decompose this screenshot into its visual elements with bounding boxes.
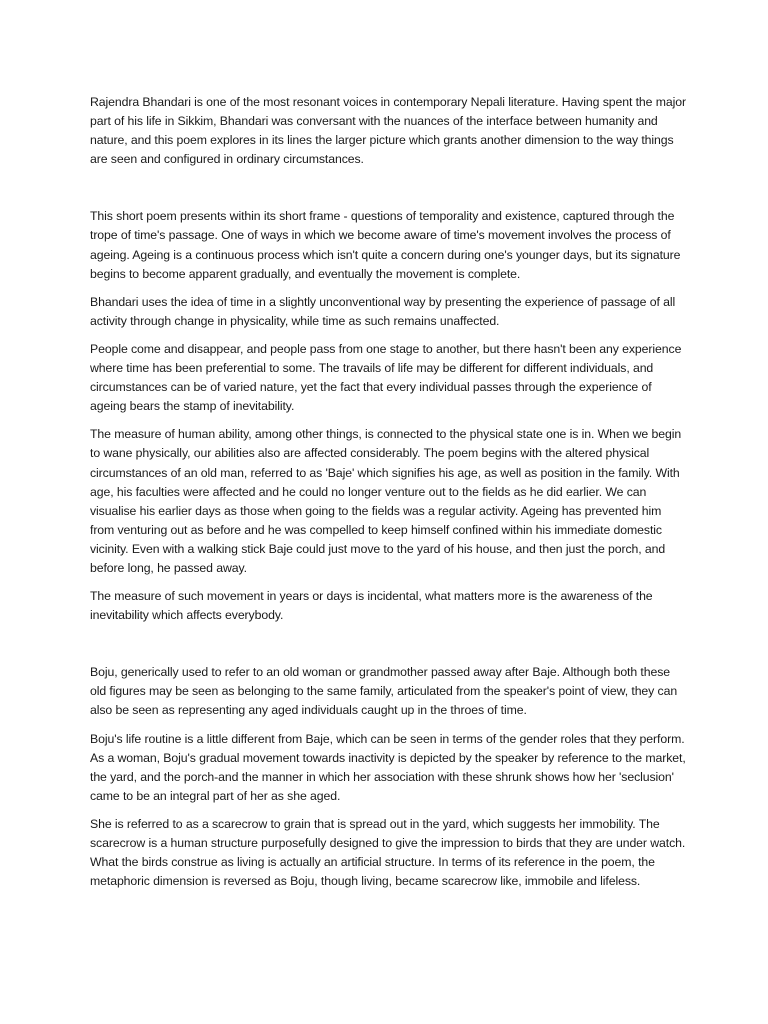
paragraph-intro: Rajendra Bhandari is one of the most resonant voices in contemporary Nepali literature. Having spent the major part of his life in Sikkim, Bhandari was conversant with the nuances of the interface between humanity and nature, and this poem explores in its lines the larger picture which grants another dimension to the way things are seen and configured in ordinary circumstances. xyxy=(90,95,686,167)
paragraph-boju: Boju, generically used to refer to an old woman or grandmother passed away after Baje. Although both these old figures may be seen as belonging to the same family, articulated from the speaker's point of view, they can also be seen as representing any aged individuals caught up in the throes of time. xyxy=(90,665,678,718)
paragraph-temporality: This short poem presents within its short frame - questions of temporality and existence, captured through the trope of time's passage. One of ways in which we become aware of time's movement involves the process of ageing. Ageing is a continuous process which isn't quite a concern during one's younger days, but its signature begins to become apparent gradually, and eventually the movement is complete. xyxy=(90,209,681,281)
paragraph-time-physicality: Bhandari uses the idea of time in a slightly unconventional way by presenting the experience of passage of all activity through change in physicality, while time as such remains unaffected. xyxy=(90,294,676,328)
paragraph-boju-routine: Boju's life routine is a little different from Baje, which can be seen in terms of the gender roles that they perform. As a woman, Boju's gradual movement towards inactivity is depicted by the speaker by reference to the market, the yard, and the porch-and the manner in which her association with these shrunk shows how her 'seclusion' came to be an integral part of her as she aged. xyxy=(90,731,686,803)
paragraph-baje: The measure of human ability, among other things, is connected to the physical state one is in. When we begin to wane physically, our abilities also are affected considerably. The poem begins with the altered physical circumstances of an old man, referred to as 'Baje' which signifies his age, as well as position in the family. With age, his faculties were affected and he could no longer venture out to the fields as he did earlier. We can visualise his earlier days as those when going to the fields was a regular activity. Ageing has prevented him from venturing out as before and he was compelled to keep himself confined within his immediate domestic vicinity. Even with a walking stick Baje could just move to the yard of his house, and then just the porch, and before long, he passed away. xyxy=(90,427,682,575)
paragraph-scarecrow: She is referred to as a scarecrow to grain that is spread out in the yard, which suggests her immobility. The scarecrow is a human structure purposefully designed to give the impression to birds that they are under watch. What the birds construe as living is actually an artificial structure. In terms of its reference in the poem, the metaphoric dimension is reversed as Boju, though living, became scarecrow like, immobile and lifeless. xyxy=(90,816,686,889)
paragraph-inevitability: People come and disappear, and people pass from one stage to another, but there hasn't been any experience where time has been preferential to some. The travails of life may be different for different individuals, and circumstances can be of varied nature, yet the fact that every individual passes through the experience of ageing bears the stamp of inevitability. xyxy=(90,341,682,414)
paragraph-movement-measure: The measure of such movement in years or days is incidental, what matters more is the awareness of the inevitability which affects everybody. xyxy=(90,589,653,623)
document-page xyxy=(90,93,688,900)
